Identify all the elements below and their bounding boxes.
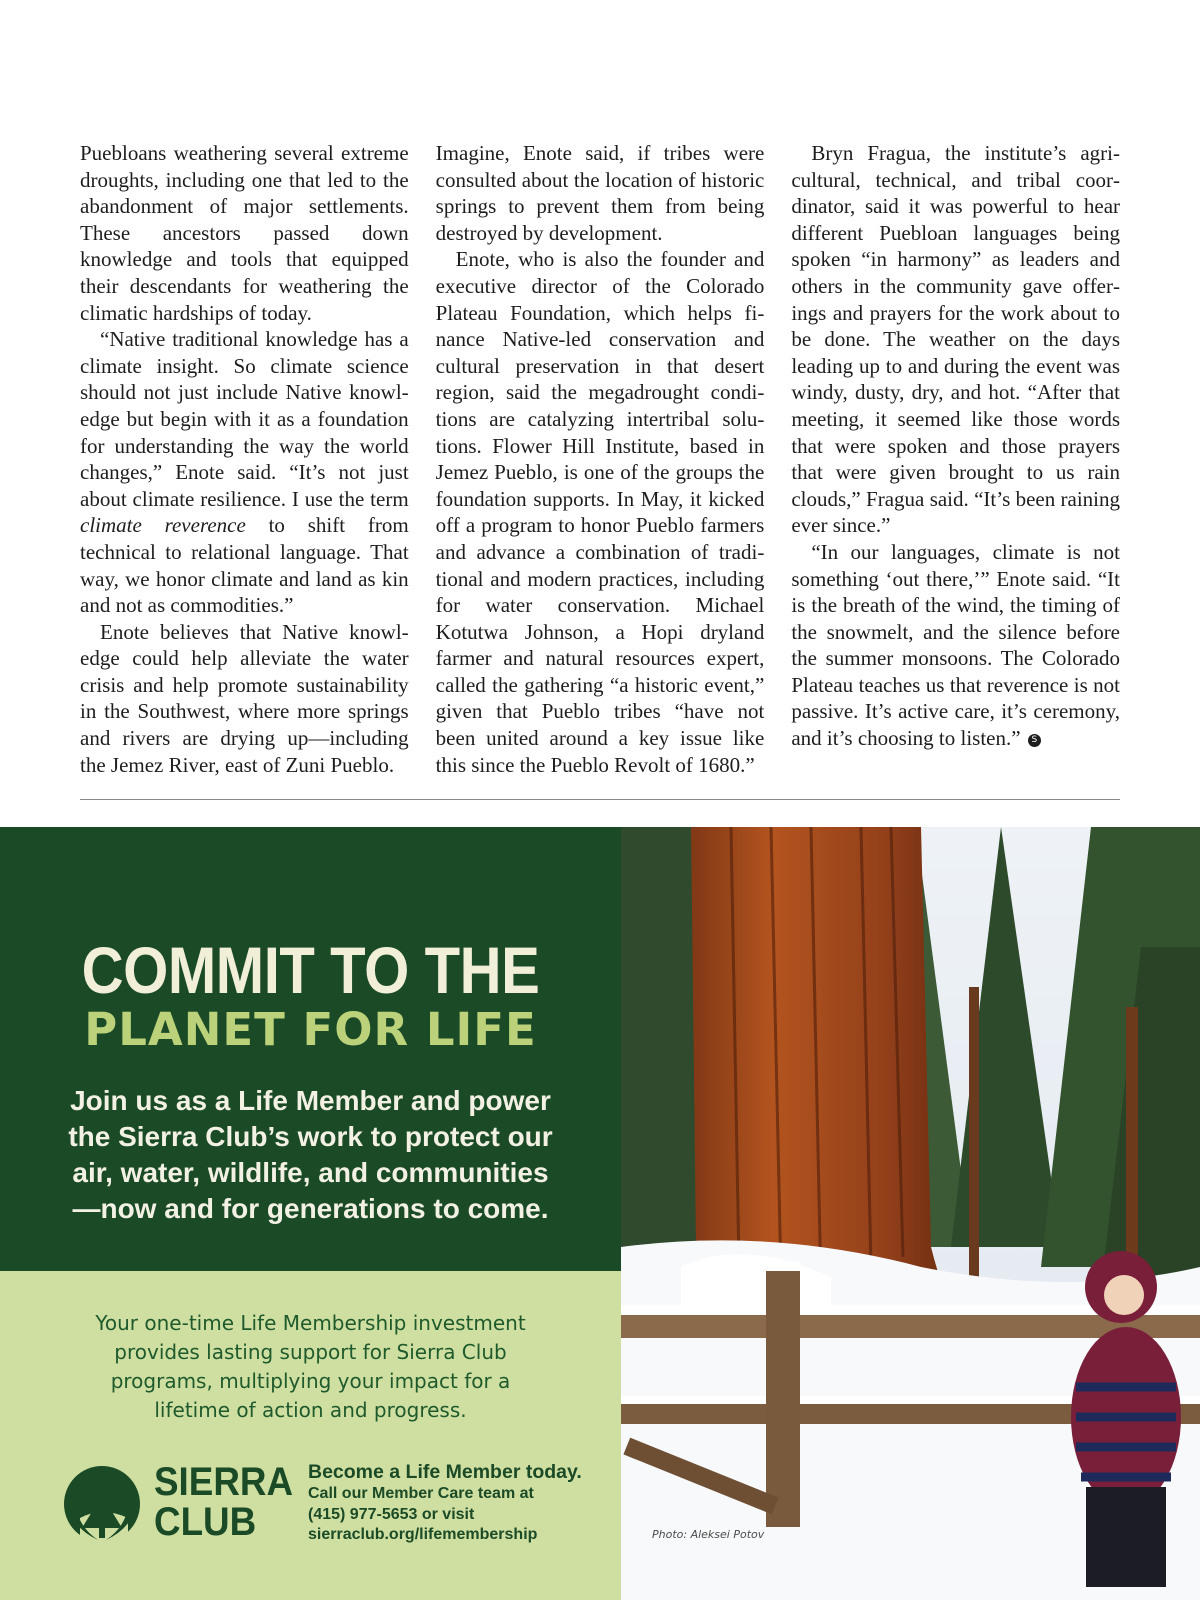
ad-investment-text: Your one-time Life Membership investment provides lasting support for Sierra Club programs, multiplying your impact for a lifetime of action and progress. (95, 1311, 526, 1422)
ad-join-text: Join us as a Life Member and power the Sierra Club’s work to protect our air, water, wildlife, and communities—now and for generations to come. (68, 1085, 553, 1224)
logo-wordmark: SIERRA CLUB (154, 1460, 294, 1544)
membership-link[interactable]: sierraclub.org/lifemembership (308, 1526, 538, 1543)
paragraph: Puebloans weathering several extreme droughts, including one that led to the abandonment of major settlements. These ancestors passed down knowledge and tools that equipped their descendants for weathering the climatic hardships of today. (80, 141, 409, 325)
article-body (80, 140, 1120, 778)
paragraph: “In our languages, climate is not something ‘out there,’” Enote said. “It is the breath of the wind, the timing of the snowmelt, and the silence before the summer monsoons. The Colorado Plateau teaches us that reverence is not passive. It’s active care, it’s ceremony, and it’s choosing to listen.” S (791, 539, 1121, 751)
paragraph: Bryn Fragua, the institute’s agricultural, technical, and tribal coordinator, said it was powerful to hear different Puebloan languages being spoken “in harmony” as leaders and others in the community gave offerings and prayers for the work about to be done. The weather on the days leading up to and during the event was windy, dusty, dry, and hot. “After that meeting, it seemed like those words that were spoken and those prayers that were given brought to us rain clouds,” Fragua said. “It’s been raining ever since.” (791, 141, 1121, 538)
end-of-article-icon: S (1028, 734, 1041, 747)
cta-title: Become a Life Member today. (308, 1461, 582, 1483)
cta-details: Call our Member Care team at (415) 977-5653 or visit sierraclub.org/lifemembership (308, 1484, 608, 1546)
photo-credit: Photo: Aleksei Potov (652, 1528, 765, 1541)
sierra-club-logo (58, 1458, 294, 1544)
emphasis-term: climate reverence (80, 513, 246, 538)
article-column-3 (791, 140, 1120, 778)
article-column-1 (80, 140, 409, 778)
tree-logo-icon (58, 1458, 150, 1544)
paragraph: Imagine, Enote said, if tribes were consulted about the location of historic springs to prevent them from being destroyed by development. (435, 141, 765, 245)
ad-call-to-action (308, 1460, 608, 1546)
snowy-sequoia-photo (621, 827, 1200, 1600)
paragraph: “Native traditional knowledge has a climate insight. So climate science should not just include Native knowledge but begin with it as a foundation for understanding the way the world changes,” Enote said. “It’s not just about climate resilience. I use the term climate reverence to shift from technical to relational language. That way, we honor climate and land as kin and not as commodities.” (80, 327, 409, 618)
ad-subheadline: PLANET FOR LIFE (84, 1003, 537, 1056)
ad-headline: COMMIT TO THE (81, 933, 540, 1007)
paragraph: Enote, who is also the founder and executive director of the Colorado Plateau Foundation, which helps finance Native-led conservation and cultural preservation in that desert region, said the megadrought conditions are catalyzing intertribal solutions. Flower Hill Institute, based in Jemez Pueblo, is one of the groups the foundation supports. In May, it kicked off a program to honor Pueblo farmers and advance a combination of traditional and modern practices, including for water conservation. Michael Kotutwa Johnson, a Hopi dryland farmer and natural resources expert, called the gathering “a historic event,” given that Pueblo tribes “have not been united around a key issue like this since the Pueblo Revolt of 1680.” (435, 247, 765, 777)
paragraph: Enote believes that Native knowledge could help alleviate the water crisis and help promote sustainability in the Southwest, where more springs and rivers are drying up—including the Jemez River, east of Zuni Pueblo. (80, 619, 409, 777)
divider (80, 799, 1120, 800)
article-column-2 (436, 140, 765, 778)
